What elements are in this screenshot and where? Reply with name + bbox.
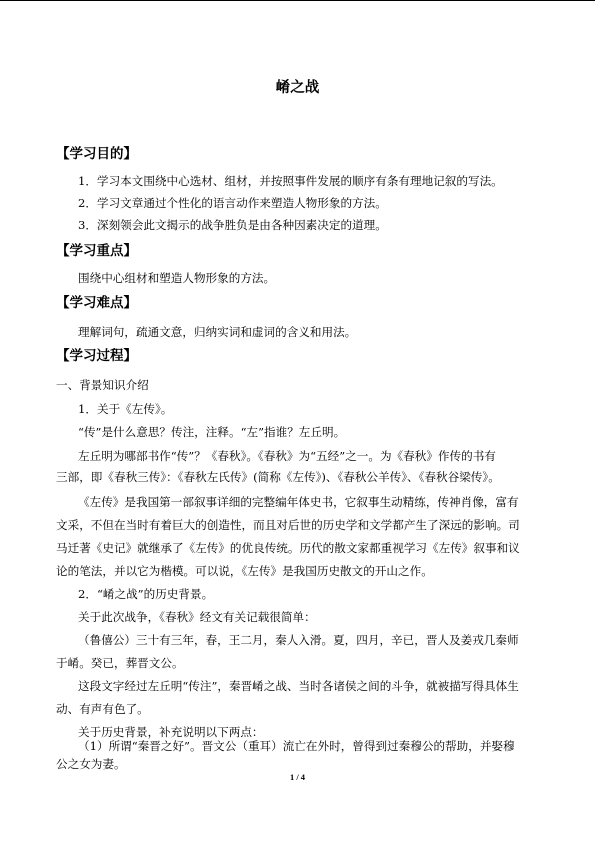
page-number: 1 / 4 — [289, 772, 306, 782]
process-line-5: 三部，即《春秋三传》：《春秋左氏传》(简称《左传》)、《春秋公羊传》、《春秋谷梁传》。 — [56, 470, 500, 484]
page-top-rule — [0, 0, 595, 1]
process-line-10: 2．“崤之战”的历史背景。 — [78, 587, 214, 601]
process-line-6: 《左传》是我国第一部叙事详细的完整编年体史书，它叙事生动精练，传神肖像，富有 — [78, 495, 519, 509]
process-line-9: 论的笔法，并以它为楷模。可以说，《左传》是我国历史散文的开山之作。 — [56, 564, 433, 578]
process-line-18: 公之女为妻。 — [56, 757, 126, 771]
process-line-15: 动、有声有色了。 — [56, 702, 149, 716]
goal-item-1: 1．学习本文围绕中心选材、组材，并按照事件发展的顺序有条有理地记叙的写法。 — [78, 174, 503, 188]
goal-item-2: 2．学习文章通过个性化的语言动作来塑造人物形象的方法。 — [78, 196, 387, 210]
heading-study-goals: 【学习目的】 — [56, 146, 137, 162]
heading-key-points: 【学习重点】 — [56, 243, 137, 259]
process-line-12: （鲁僖公）三十有三年，春，王二月，秦人入滑。夏，四月，辛已，晋人及姜戎几秦师 — [78, 633, 519, 647]
process-line-11: 关于此次战争，《春秋》经文有关记载很简单： — [78, 610, 316, 624]
process-line-14: 这段文字经过左丘明“传注”，秦晋崤之战、当时各诸侯之间的斗争，就被描写得具体生 — [78, 679, 519, 693]
difficulty-text: 理解词句，疏通文意，归纳实词和虚词的含义和用法。 — [78, 325, 357, 339]
process-line-16: 关于历史背景，补充说明以下两点： — [78, 725, 264, 739]
process-line-3: “传”是什么意思？传注，注释。“左”指谁？左丘明。 — [78, 425, 346, 439]
process-line-17: （1）所谓“秦晋之好”。晋文公（重耳）流亡在外时，曾得到过秦穆公的帮助，并娶穆 — [78, 739, 515, 753]
key-points-text: 围绕中心组材和塑造人物形象的方法。 — [78, 271, 276, 285]
goal-item-3: 3．深刻领会此文揭示的战争胜负是由各种因素决定的道理。 — [78, 218, 387, 232]
heading-difficulty: 【学习难点】 — [56, 295, 137, 311]
process-line-2: 1．关于《左传》。 — [78, 402, 173, 416]
process-line-13: 于崤。癸已，葬晋文公。 — [56, 656, 184, 670]
process-line-7: 文采，不但在当时有着巨大的创造性，而且对后世的历史学和文学都产生了深远的影响。司 — [56, 518, 520, 532]
process-line-4: 左丘明为哪部书作“传”？《春秋》。《春秋》为“五经”之一。为《春秋》作传的书有 — [78, 449, 496, 463]
process-line-8: 马迁著《史记》就继承了《左传》的优良传统。历代的散文家都重视学习《左传》叙事和议 — [56, 541, 520, 555]
process-line-1: 一、背景知识介绍 — [56, 378, 149, 392]
heading-study-process: 【学习过程】 — [56, 348, 137, 364]
page-title: 崤之战 — [275, 79, 320, 96]
